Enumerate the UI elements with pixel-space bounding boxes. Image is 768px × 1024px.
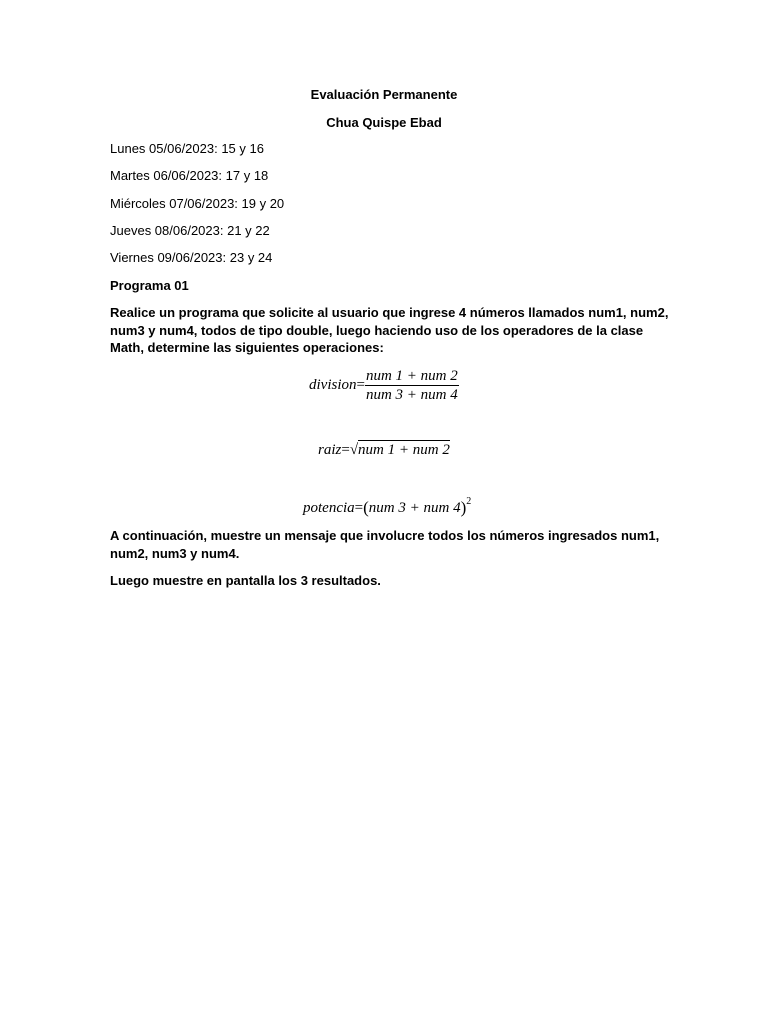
radicand: num 1 + num 2	[358, 442, 450, 458]
author-name: Chua Quispe Ebad	[326, 115, 442, 130]
schedule-item: Miércoles 07/06/2023: 19 y 20	[110, 196, 285, 211]
power-base: num 3 + num 4	[368, 500, 461, 516]
formula-lhs: raiz	[318, 442, 342, 458]
formula-lhs: division	[309, 376, 357, 393]
formula-raiz	[318, 440, 450, 459]
document-title: Evaluación Permanente	[310, 87, 458, 102]
program-heading: Programa 01	[110, 278, 189, 293]
schedule-item: Viernes 09/06/2023: 23 y 24	[110, 250, 273, 265]
radical-icon: √	[349, 442, 359, 458]
open-paren: (	[363, 498, 369, 517]
formula-potencia	[303, 496, 471, 518]
schedule-item: Lunes 05/06/2023: 15 y 16	[110, 141, 264, 156]
formula-division	[309, 367, 459, 404]
equals-sign: =	[354, 500, 364, 516]
close-paren: )	[460, 498, 467, 517]
fraction	[365, 367, 459, 404]
fraction-denominator: num 3 + num 4	[365, 387, 458, 403]
power-exponent: 2	[466, 496, 472, 507]
formula-lhs: potencia	[303, 500, 355, 516]
equals-sign: =	[356, 376, 365, 393]
schedule-item: Jueves 08/06/2023: 21 y 22	[110, 223, 270, 238]
schedule-item: Martes 06/06/2023: 17 y 18	[110, 168, 269, 183]
message-paragraph: A continuación, muestre un mensaje que involucre todos los números ingresados num1, num2, num3 y num4.	[110, 528, 660, 561]
results-paragraph: Luego muestre en pantalla los 3 resultados.	[110, 573, 381, 588]
equals-sign: =	[341, 442, 350, 458]
intro-paragraph: Realice un programa que solicite al usuario que ingrese 4 números llamados num1, num2, num3 y num4, todos de tipo double, luego haciendo uso de los operadores de la clase Math, determine las siguientes operaciones:	[110, 305, 669, 355]
fraction-numerator: num 1 + num 2	[365, 368, 458, 384]
